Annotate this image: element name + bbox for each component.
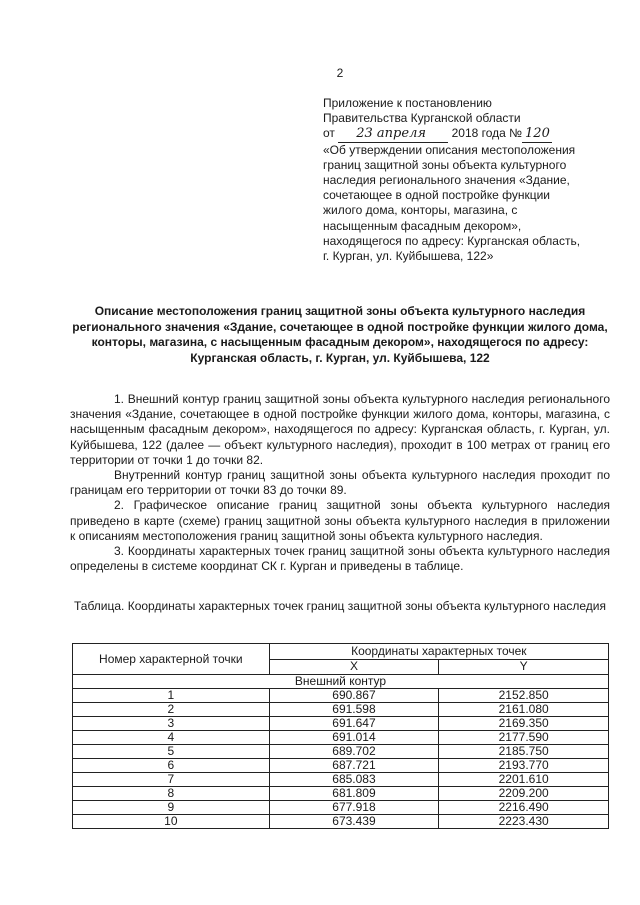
cell-point-number: 10	[73, 815, 270, 829]
table-row	[73, 717, 609, 731]
cell-y: 2209.200	[439, 787, 609, 801]
appendix-block	[323, 96, 615, 264]
document-title: Описание местоположения границ защитной зоны объекта культурного наследия регионального значения «Здание, сочетающее в одной постройке функции жилого дома, конторы, магазина, с насыщенным фасадным декором», находящегося по адресу: Курганская область, г. Курган, ул. Куйбышева, 122	[72, 304, 608, 365]
page-number: 2	[336, 66, 344, 80]
paragraph: 1. Внешний контур границ защитной зоны объекта культурного наследия регионального значения «Здание, сочетающее в одной постройке функции жилого дома, конторы, магазина, с насыщенным фасадным декором», находящегося по адресу: Курганская область, г. Курган, ул. Куйбышева, 122 (далее — объект культурного наследия), проходит в 100 метрах от границ его территории от точки 1 до точки 82.	[70, 392, 610, 467]
cell-y: 2185.750	[439, 745, 609, 759]
cell-point-number: 9	[73, 801, 270, 815]
appendix-subject-line: сочетающее в одной постройке функции	[323, 188, 550, 203]
appendix-subject-line: насыщенным фасадным декором»,	[323, 218, 522, 233]
cell-point-number: 2	[73, 703, 270, 717]
cell-x: 690.867	[269, 689, 439, 703]
appendix-subject-line: границ защитной зоны объекта культурного	[323, 157, 567, 172]
cell-y: 2169.350	[439, 717, 609, 731]
cell-x: 691.598	[269, 703, 439, 717]
header-y: Y	[439, 659, 609, 675]
cell-point-number: 7	[73, 773, 270, 787]
table-row	[73, 787, 609, 801]
table-row	[73, 759, 609, 773]
coordinates-table	[72, 643, 609, 829]
appendix-subject-line: находящегося по адресу: Курганская область,	[323, 233, 581, 248]
cell-y: 2216.490	[439, 801, 609, 815]
table-row	[73, 801, 609, 815]
appendix-subject-line: г. Курган, ул. Куйбышева, 122»	[323, 249, 494, 264]
cell-point-number: 6	[73, 759, 270, 773]
cell-x: 691.647	[269, 717, 439, 731]
cell-x: 685.083	[269, 773, 439, 787]
cell-x: 689.702	[269, 745, 439, 759]
paragraph: Внутренний контур границ защитной зоны объекта культурного наследия проходит по границам его территории от точки 83 до точки 89.	[70, 468, 610, 498]
cell-y: 2201.610	[439, 773, 609, 787]
section-outer-contour: Внешний контур	[73, 675, 609, 689]
appendix-line-2: Правительства Курганской области	[323, 111, 521, 126]
paragraph: 2. Графическое описание границ защитной зоны объекта культурного наследия приведено в карте (схеме) границ защитной зоны объекта культурного наследия в приложении к описаниям местоположения границ защитной зоны объекта культурного наследия.	[70, 498, 610, 543]
cell-y: 2152.850	[439, 689, 609, 703]
cell-point-number: 1	[73, 689, 270, 703]
cell-y: 2193.770	[439, 759, 609, 773]
cell-y: 2177.590	[439, 731, 609, 745]
appendix-line-1: Приложение к постановлению	[323, 96, 492, 110]
appendix-date-line	[323, 126, 615, 142]
cell-x: 677.918	[269, 801, 439, 815]
header-point-number: Номер характерной точки	[73, 644, 270, 675]
cell-x: 681.809	[269, 787, 439, 801]
cell-y: 2161.080	[439, 703, 609, 717]
appendix-subject	[323, 143, 615, 265]
table-row	[73, 745, 609, 759]
handwritten-number: 120	[525, 126, 550, 142]
date-blank	[338, 126, 448, 142]
number-blank	[522, 126, 552, 142]
table-row	[73, 773, 609, 787]
paragraph: 3. Координаты характерных точек границ защитной зоны объекта культурного наследия определены в системе координат СК г. Курган и приведены в таблице.	[70, 544, 610, 574]
cell-point-number: 4	[73, 731, 270, 745]
cell-point-number: 5	[73, 745, 270, 759]
table-caption: Таблица. Координаты характерных точек границ защитной зоны объекта культурного наследия	[74, 599, 606, 613]
cell-x: 691.014	[269, 731, 439, 745]
date-prefix: от	[323, 126, 335, 141]
cell-x: 673.439	[269, 815, 439, 829]
cell-x: 687.721	[269, 759, 439, 773]
table-row	[73, 703, 609, 717]
date-suffix: 2018 года №	[451, 126, 523, 141]
header-x: X	[269, 659, 439, 675]
header-coordinates: Координаты характерных точек	[269, 644, 608, 660]
appendix-subject-line: наследия регионального значения «Здание,	[323, 173, 570, 188]
body-text	[70, 392, 610, 574]
appendix-subject-line: «Об утверждении описания местоположения	[323, 142, 576, 157]
cell-y: 2223.430	[439, 815, 609, 829]
table-row	[73, 689, 609, 703]
table-row	[73, 815, 609, 829]
table-row	[73, 731, 609, 745]
appendix-subject-line: жилого дома, конторы, магазина, с	[323, 203, 518, 218]
handwritten-date: 23 апреля	[356, 126, 426, 142]
cell-point-number: 8	[73, 787, 270, 801]
cell-point-number: 3	[73, 717, 270, 731]
